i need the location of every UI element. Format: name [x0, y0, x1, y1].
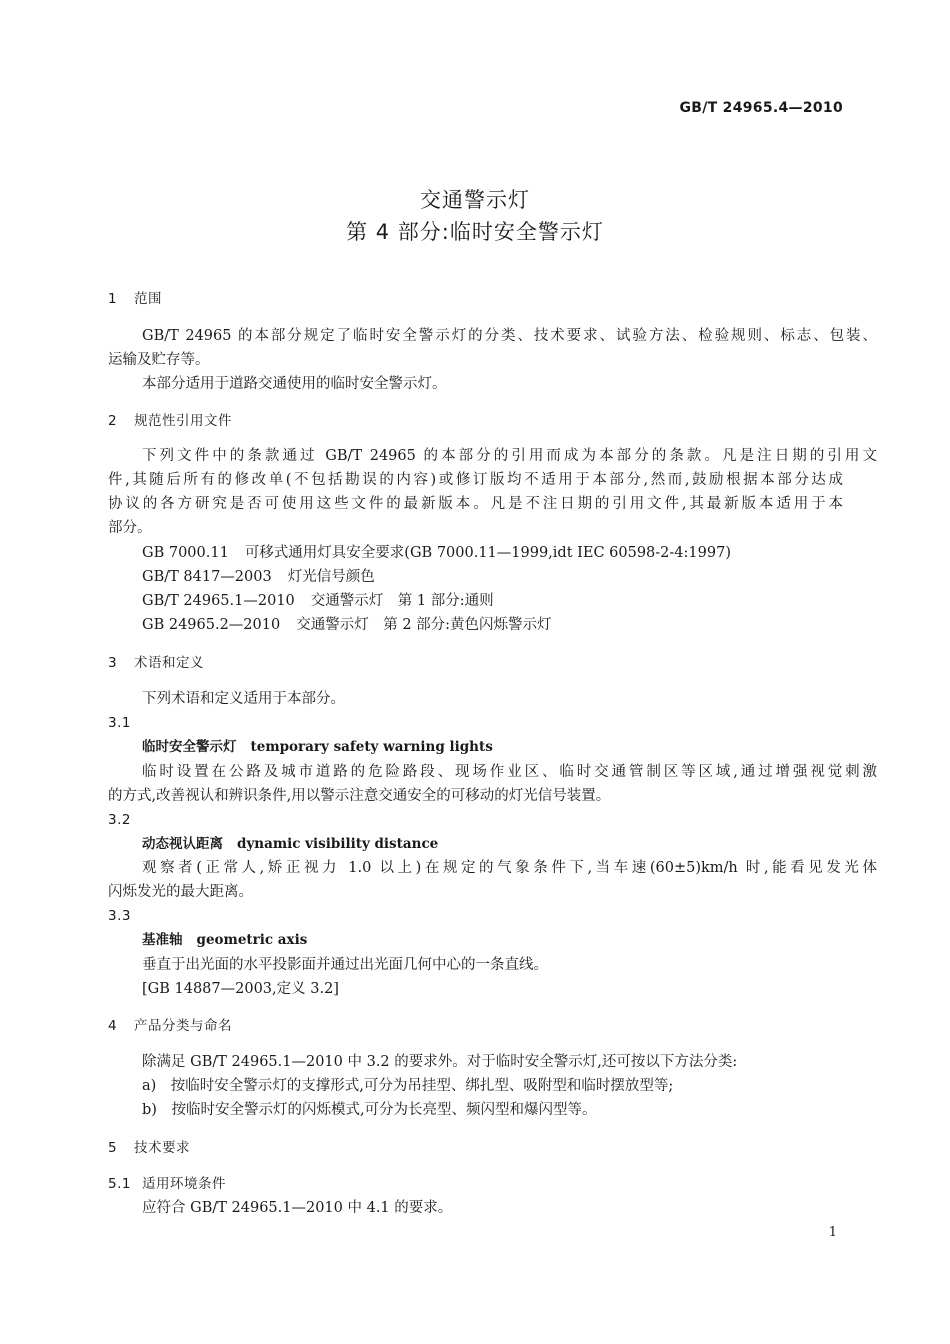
subsection-5-1-heading	[108, 1174, 843, 1194]
section-1-heading	[108, 289, 843, 309]
list-item: b) 按临时安全警示灯的闪烁模式,可分为长亮型、频闪型和爆闪型等。	[142, 1102, 597, 1118]
term-number: 3.2	[108, 812, 131, 828]
paragraph-line: 除满足 GB/T 24965.1—2010 中 3.2 的要求外。对于临时安全警示灯,还可按以下方法分类:	[142, 1054, 738, 1070]
paragraph-line: 闪烁发光的最大距离。	[108, 884, 253, 900]
section-title: 术语和定义	[134, 655, 204, 671]
section-number: 2	[108, 413, 118, 429]
term-chinese: 基准轴	[142, 932, 183, 948]
term-chinese: 动态视认距离	[142, 836, 223, 852]
source-citation: [GB 14887—2003,定义 3.2]	[142, 981, 339, 997]
paragraph-line: 部分。	[108, 520, 152, 536]
section-title: 技术要求	[134, 1140, 190, 1156]
subsection-title: 适用环境条件	[142, 1176, 226, 1192]
paragraph-line: 下列文件中的条款通过 GB/T 24965 的本部分的引用而成为本部分的条款。凡是注日期的引用文	[142, 448, 877, 464]
section-3-heading	[108, 653, 843, 673]
reference-title: 灯光信号颜色	[287, 569, 375, 585]
term-english: dynamic visibility distance	[237, 836, 439, 852]
paragraph-line: 的方式,改善视认和辨识条件,用以警示注意交通安全的可移动的灯光信号装置。	[108, 788, 611, 804]
reference-item	[108, 591, 877, 611]
paragraph-line: 协议的各方研究是否可使用这些文件的最新版本。凡是不注日期的引用文件,其最新版本适用于本	[108, 496, 843, 512]
section-number: 4	[108, 1018, 118, 1034]
term-entry	[108, 930, 877, 950]
section-number: 3	[108, 655, 118, 671]
paragraph-line: 观察者(正常人,矫正视力 1.0 以上)在规定的气象条件下,当车速(60±5)km/h 时,能看见发光体	[142, 860, 877, 876]
term-entry	[108, 834, 877, 854]
term-english: temporary safety warning lights	[250, 739, 493, 755]
paragraph-line: 本部分适用于道路交通使用的临时安全警示灯。	[142, 376, 447, 392]
section-4-heading	[108, 1016, 843, 1036]
reference-code: GB 7000.11	[142, 545, 229, 561]
page-number: 1	[828, 1225, 837, 1240]
term-number: 3.3	[108, 908, 131, 924]
reference-title: 交通警示灯 第 2 部分:黄色闪烁警示灯	[296, 617, 552, 633]
paragraph-line: 垂直于出光面的水平投影面并通过出光面几何中心的一条直线。	[142, 957, 548, 973]
reference-code: GB 24965.2—2010	[142, 617, 281, 633]
reference-code: GB/T 8417—2003	[142, 569, 272, 585]
reference-item	[108, 615, 877, 635]
list-item: a) 按临时安全警示灯的支撑形式,可分为吊挂型、绑扎型、吸附型和临时摆放型等;	[142, 1078, 674, 1094]
paragraph-line: 件,其随后所有的修改单(不包括勘误的内容)或修订版均不适用于本部分,然而,鼓励根据本部分达成	[108, 472, 843, 488]
section-title: 产品分类与命名	[134, 1018, 232, 1034]
standard-code: GB/T 24965.4—2010	[679, 100, 843, 116]
term-entry	[108, 737, 877, 757]
term-english: geometric axis	[196, 932, 308, 948]
term-chinese: 临时安全警示灯	[142, 739, 237, 755]
reference-item	[108, 543, 877, 563]
section-title: 范围	[134, 291, 162, 307]
reference-item	[108, 567, 877, 587]
paragraph-line: 应符合 GB/T 24965.1—2010 中 4.1 的要求。	[142, 1200, 453, 1216]
reference-title: 交通警示灯 第 1 部分:通则	[310, 593, 494, 609]
paragraph-line: 运输及贮存等。	[108, 352, 210, 368]
reference-code: GB/T 24965.1—2010	[142, 593, 295, 609]
reference-title: 可移式通用灯具安全要求(GB 7000.11—1999,idt IEC 60598-2-4:1997)	[244, 545, 731, 561]
paragraph-line: GB/T 24965 的本部分规定了临时安全警示灯的分类、技术要求、试验方法、检验规则、标志、包装、	[142, 328, 877, 344]
paragraph-line: 下列术语和定义适用于本部分。	[142, 691, 345, 707]
section-2-heading	[108, 411, 843, 431]
document-title: 交通警示灯	[420, 188, 530, 212]
subsection-number: 5.1	[108, 1176, 131, 1192]
section-number: 1	[108, 291, 118, 307]
document-subtitle: 第 4 部分:临时安全警示灯	[346, 220, 604, 244]
term-number: 3.1	[108, 715, 131, 731]
section-number: 5	[108, 1140, 118, 1156]
paragraph-line: 临时设置在公路及城市道路的危险路段、现场作业区、临时交通管制区等区域,通过增强视觉刺激	[142, 764, 877, 780]
section-5-heading	[108, 1138, 843, 1158]
section-title: 规范性引用文件	[134, 413, 232, 429]
